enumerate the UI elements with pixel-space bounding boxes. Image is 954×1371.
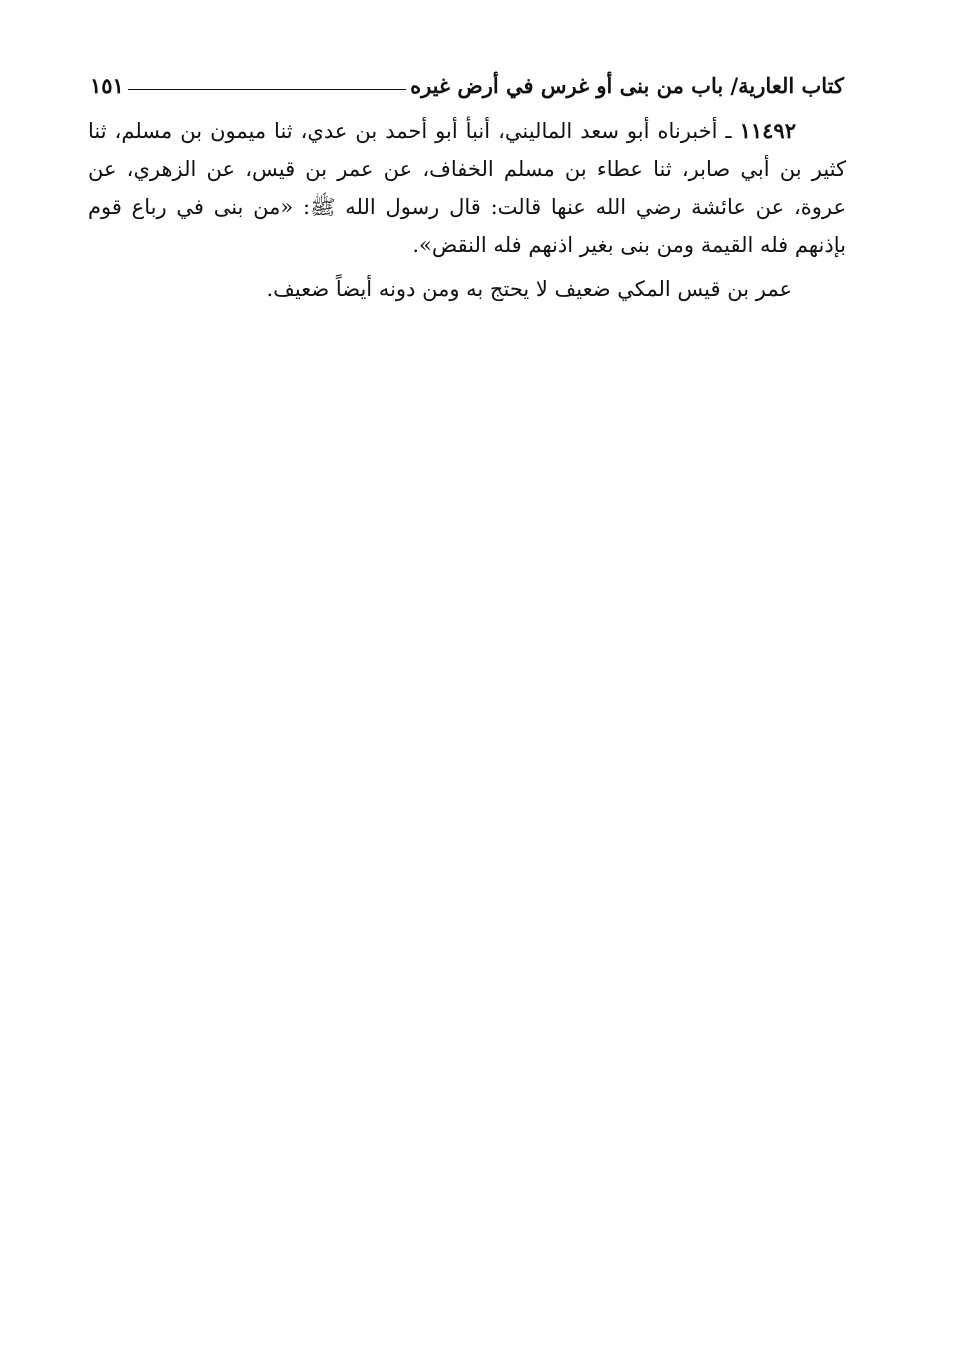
header-title: كتاب العارية/ باب من بنى أو غرس في أرض غيره	[410, 73, 844, 98]
running-header	[90, 62, 844, 96]
page-number: ١٥١	[90, 73, 124, 98]
body-text	[88, 112, 846, 308]
hadith-paragraph	[88, 112, 846, 264]
header-rule	[128, 89, 406, 90]
commentary-paragraph: عمر بن قيس المكي ضعيف لا يحتج به ومن دونه أيضاً ضعيف.	[266, 277, 792, 301]
hadith-number: ١١٤٩٢	[739, 118, 796, 143]
hadith-text: ـ أخبرناه أبو سعد الماليني، أنبأ أبو أحمد بن عدي، ثنا ميمون بن مسلم، ثنا كثير بن أبي صابر، ثنا عطاء بن مسلم الخفاف، عن عمر بن قيس، عن الزهري، عن عروة، عن عائشة رضي الله عنها قالت: قال رسول الله ﷺ: «من بنى في رباع قوم بإذنهم فله القيمة ومن بنى بغير اذنهم فله النقض».	[88, 119, 846, 257]
